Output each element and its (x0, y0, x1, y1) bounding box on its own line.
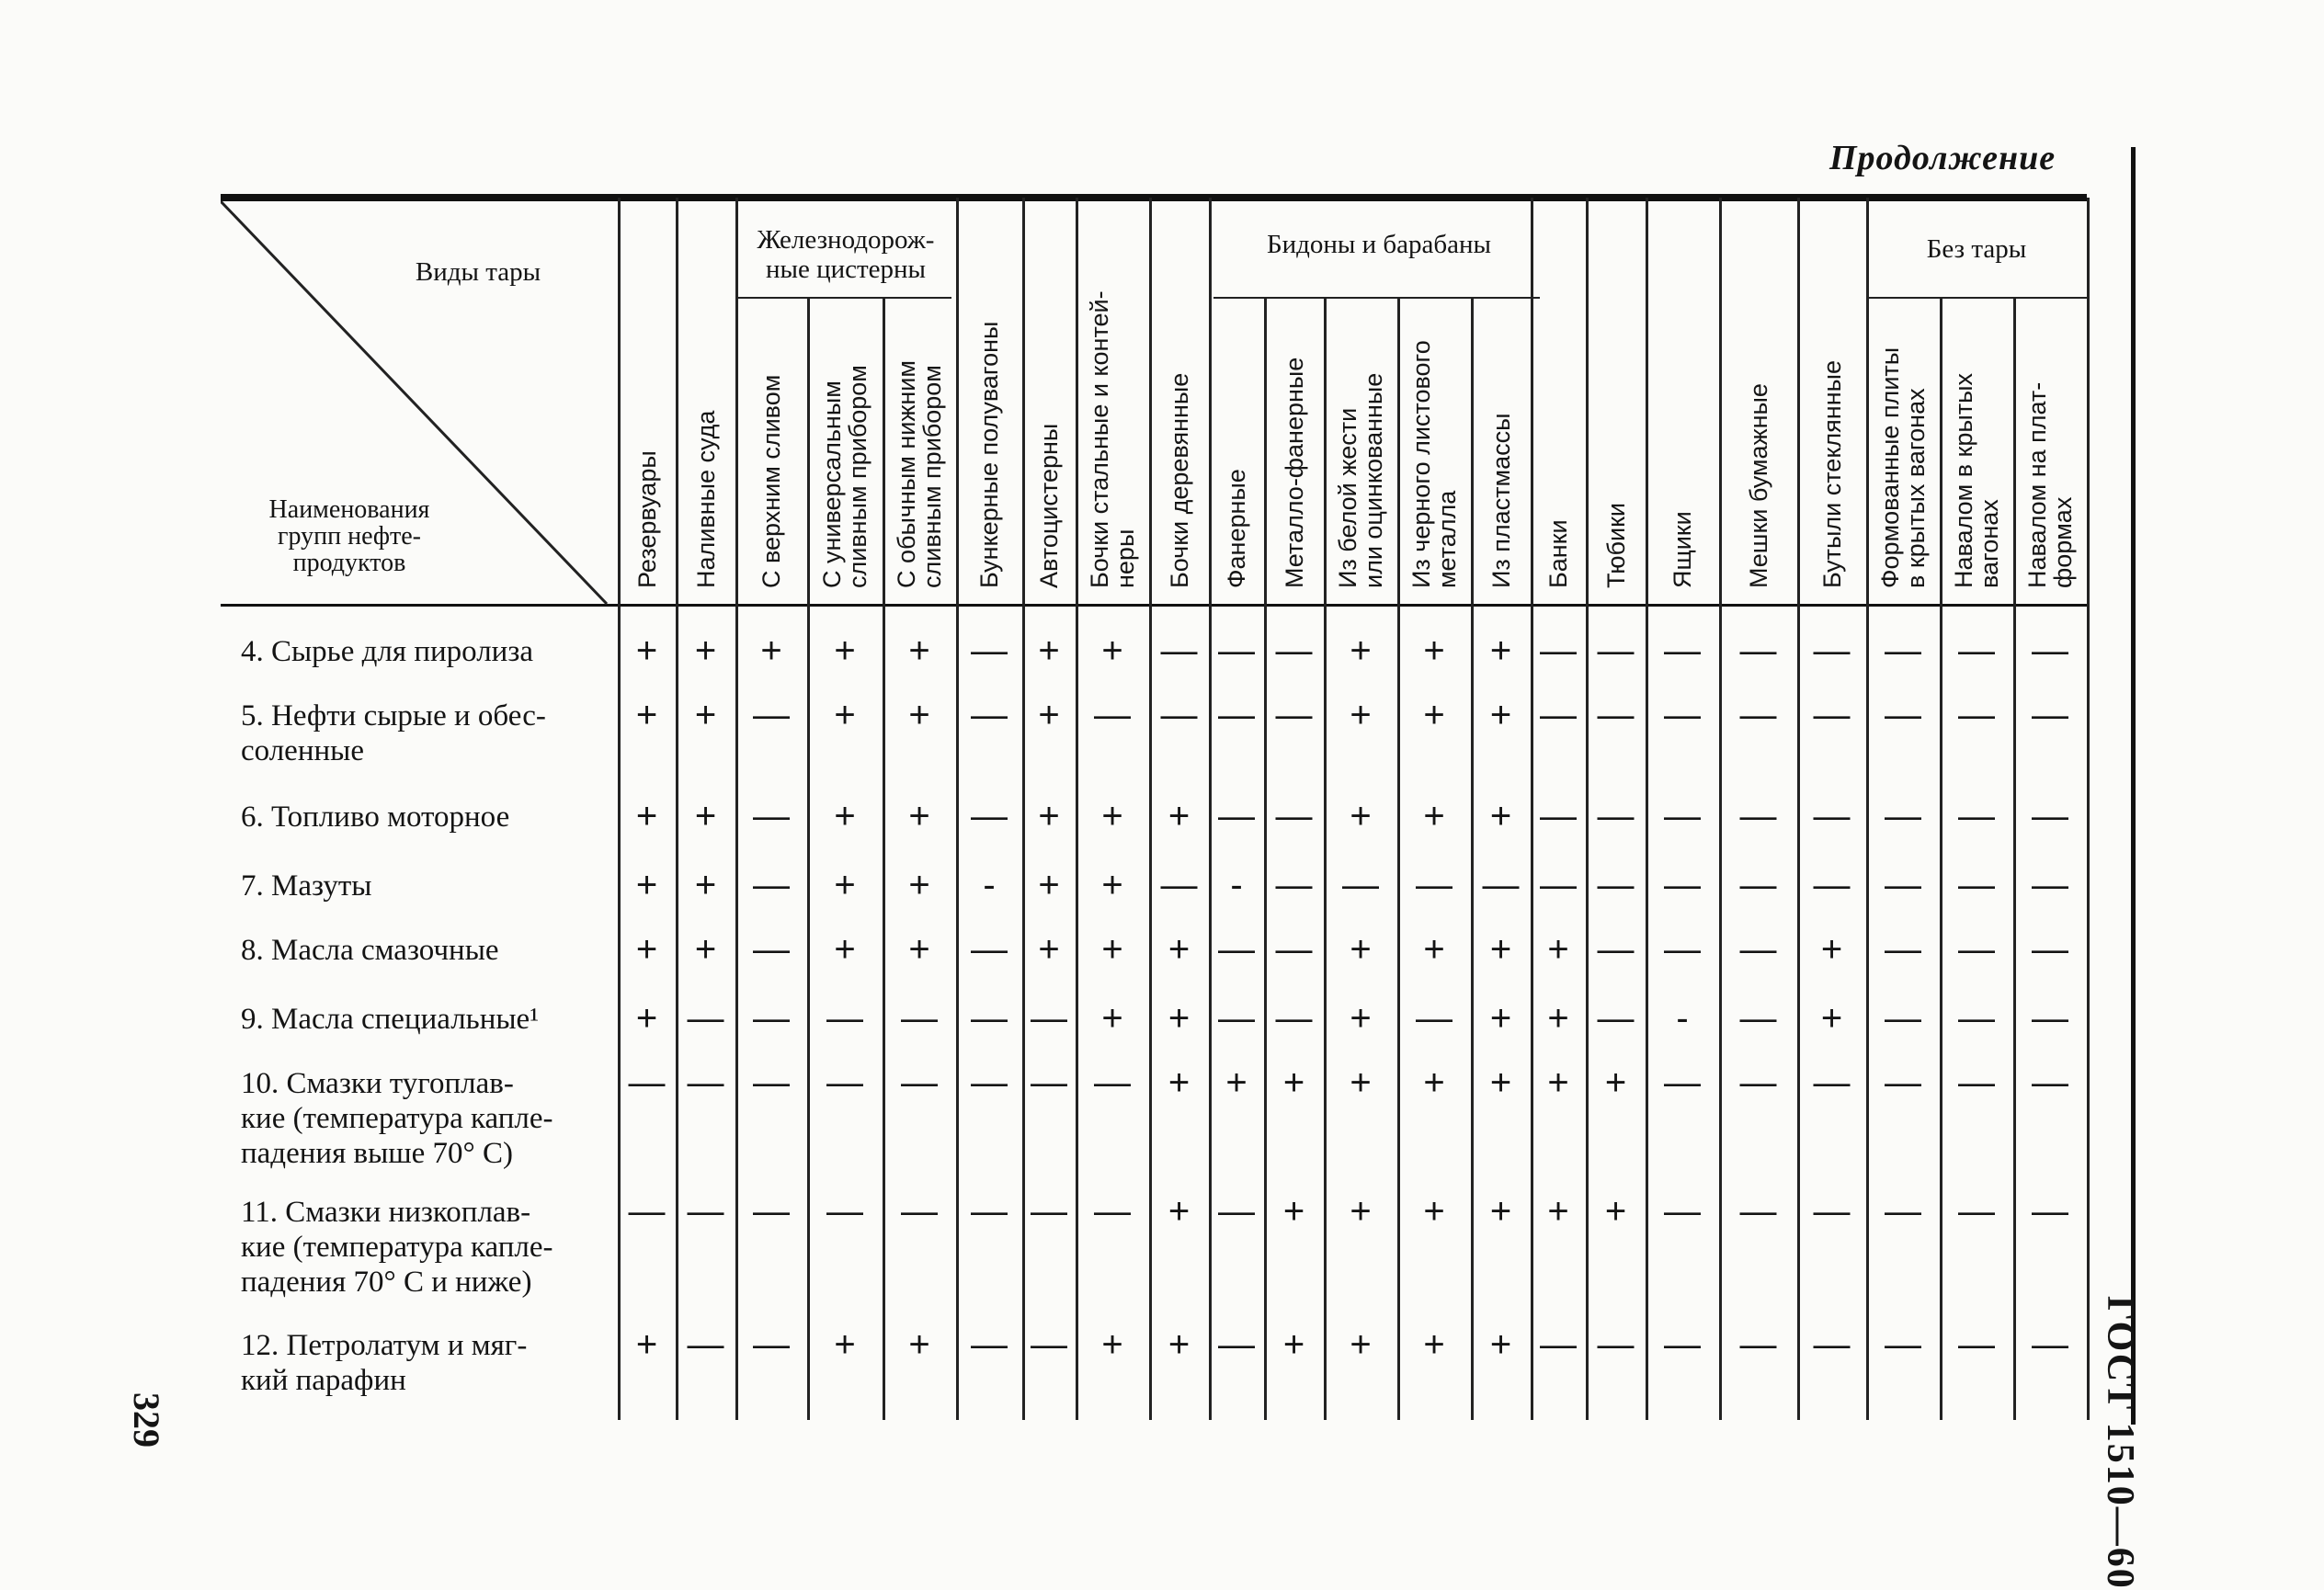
table-cell: — (2032, 630, 2068, 671)
table-cell: — (1597, 796, 1635, 836)
column-header: Формованные плиты в крытых вагонах (1876, 346, 1930, 588)
table-cell: — (1031, 1062, 1067, 1103)
table-cell: + (635, 929, 658, 970)
table-cell: — (1813, 1062, 1851, 1103)
table-cell: + (1604, 1191, 1627, 1232)
table-cell: — (1218, 929, 1255, 970)
table-cell: + (1168, 1324, 1190, 1365)
column-header: Навалом в крытых вагонах (1950, 372, 2003, 588)
column-divider (1397, 299, 1400, 1420)
table-cell: — (1739, 998, 1777, 1039)
table-cell: — (1342, 865, 1379, 905)
table-cell: — (687, 998, 724, 1039)
table-cell: + (1423, 695, 1445, 735)
table-cell: — (971, 796, 1008, 836)
table-cell: — (1160, 630, 1198, 671)
table-cell: — (1275, 695, 1313, 735)
table-cell: + (1101, 796, 1123, 836)
table-cell: — (1885, 929, 1921, 970)
table-cell: + (1168, 1191, 1190, 1232)
table-cell: — (1664, 1062, 1701, 1103)
table-cell: — (971, 929, 1008, 970)
column-header: Наливные суда (691, 410, 720, 588)
table-cell: + (1350, 1324, 1372, 1365)
column-header: Резервуары (632, 450, 661, 588)
table-cell: + (1350, 630, 1372, 671)
table-cell: + (1547, 929, 1569, 970)
table-cell: + (1101, 1324, 1123, 1365)
table-cell: — (1813, 1191, 1851, 1232)
row-label: 4. Сырье для пиролиза (241, 635, 534, 668)
corner-bottom-label: Наименования групп нефте- продуктов (268, 495, 430, 577)
table-cell: — (971, 630, 1008, 671)
table-cell: — (1958, 998, 1995, 1039)
table-cell: — (971, 1062, 1008, 1103)
table-cell: — (1739, 630, 1777, 671)
table-cell: + (635, 998, 658, 1039)
table-cell: — (753, 1324, 790, 1365)
column-header: Автоцистерны (1035, 423, 1063, 588)
table-cell: — (1275, 998, 1313, 1039)
table-cell: — (1664, 929, 1701, 970)
table-cell: — (1885, 695, 1921, 735)
table-cell: — (1885, 865, 1921, 905)
table-cell: — (1482, 865, 1520, 905)
table-cell: + (908, 1324, 930, 1365)
table-cell: + (1168, 1062, 1190, 1103)
table-cell: — (1739, 865, 1777, 905)
table-cell: — (1597, 695, 1635, 735)
table-cell: + (1101, 630, 1123, 671)
column-header: Тюбики (1601, 503, 1630, 588)
table-cell: + (834, 630, 856, 671)
table-cell: — (1597, 865, 1635, 905)
table-cell: — (2032, 865, 2068, 905)
group-rail-tanks: Железнодорож- ные цистерны (757, 225, 935, 284)
table-cell: — (901, 1191, 938, 1232)
column-divider (807, 299, 810, 1420)
table-cell: + (635, 796, 658, 836)
table-cell: - (983, 865, 996, 905)
table-cell: — (1031, 1324, 1067, 1365)
table-cell: — (1739, 796, 1777, 836)
table-cell: — (1597, 929, 1635, 970)
column-header: Мешки бумажные (1744, 383, 1772, 588)
table-cell: — (1739, 1062, 1777, 1103)
table-cell: — (1885, 998, 1921, 1039)
table-cell: — (901, 1062, 938, 1103)
table-cell: — (687, 1324, 724, 1365)
column-header: С обычным нижним сливным прибором (893, 360, 946, 588)
right-margin-rule (2131, 147, 2136, 1425)
table-cell: + (1489, 1191, 1512, 1232)
row-label: 12. Петролатум и мяг- кий парафин (241, 1329, 528, 1397)
table-cell: — (1597, 1324, 1635, 1365)
table-cell: — (1094, 695, 1131, 735)
table-cell: — (1958, 630, 1995, 671)
table-cell: + (834, 929, 856, 970)
table-cell: + (1423, 1324, 1445, 1365)
table-cell: — (2032, 695, 2068, 735)
column-divider (1264, 299, 1267, 1420)
table-cell: — (753, 1062, 790, 1103)
column-header: Металло-фанерные (1280, 357, 1308, 588)
table-cell: + (1168, 929, 1190, 970)
table-cell: — (753, 1191, 790, 1232)
table-cell: + (694, 865, 717, 905)
table-cell: + (1547, 1191, 1569, 1232)
table-cell: — (628, 1062, 666, 1103)
table-cell: — (1958, 865, 1995, 905)
table-cell: — (2032, 929, 2068, 970)
column-header: Из черного листового металла (1407, 340, 1461, 588)
page-number: 329 (126, 1392, 167, 1448)
table-cell: + (1489, 695, 1512, 735)
table-cell: — (1218, 695, 1255, 735)
column-divider (1471, 299, 1474, 1420)
table-cell: — (687, 1191, 724, 1232)
table-cell: — (1275, 865, 1313, 905)
column-divider (1324, 299, 1327, 1420)
table-cell: + (694, 630, 717, 671)
table-cell: — (753, 998, 790, 1039)
table-cell: + (908, 865, 930, 905)
column-header: Фанерные (1223, 469, 1250, 588)
table-cell: + (635, 630, 658, 671)
table-cell: — (971, 998, 1008, 1039)
table-cell: + (908, 695, 930, 735)
table-cell: — (1813, 796, 1851, 836)
table-cell: — (1275, 796, 1313, 836)
table-cell: — (1664, 1324, 1701, 1365)
table-cell: — (753, 695, 790, 735)
table-cell: — (971, 1191, 1008, 1232)
table-cell: + (834, 1324, 856, 1365)
table-cell: — (1218, 630, 1255, 671)
table-cell: — (826, 1062, 863, 1103)
table-cell: — (1094, 1191, 1131, 1232)
column-divider (1940, 299, 1942, 1420)
table-cell: + (1423, 796, 1445, 836)
table-cell: — (1739, 695, 1777, 735)
row-label: 6. Топливо моторное (241, 801, 510, 834)
table-cell: — (971, 1324, 1008, 1365)
row-label: 11. Смазки низкоплав- кие (температура капле- падения 70° С и ниже) (241, 1196, 553, 1299)
table-cell: — (1813, 695, 1851, 735)
group-bidons-underline (1213, 297, 1540, 299)
table-cell: + (1101, 929, 1123, 970)
table-cell: + (1489, 1062, 1512, 1103)
table-cell: — (1540, 695, 1577, 735)
table-cell: — (753, 865, 790, 905)
column-divider (1866, 198, 1869, 1420)
table-cell: + (1820, 998, 1843, 1039)
table-cell: — (1597, 998, 1635, 1039)
table-cell: + (834, 865, 856, 905)
table-cell: + (908, 929, 930, 970)
table-cell: + (1038, 796, 1060, 836)
table-cell: — (1218, 1324, 1255, 1365)
table-cell: — (628, 1191, 666, 1232)
table-cell: — (1739, 1324, 1777, 1365)
table-cell: + (1225, 1062, 1247, 1103)
table-cell: — (826, 998, 863, 1039)
column-divider (2087, 198, 2090, 1420)
table-cell: + (694, 695, 717, 735)
table-cell: — (1958, 1191, 1995, 1232)
column-header: Навалом на плат- формах (2023, 381, 2077, 588)
table-cell: — (901, 998, 938, 1039)
table-cell: + (1489, 1324, 1512, 1365)
table-cell: — (1160, 695, 1198, 735)
table-cell: — (1958, 695, 1995, 735)
table-cell: + (1350, 695, 1372, 735)
table-cell: — (1664, 695, 1701, 735)
table-cell: + (1168, 796, 1190, 836)
table-cell: — (753, 796, 790, 836)
table-cell: + (1547, 998, 1569, 1039)
row-label: 10. Смазки тугоплав- кие (температура капле- падения выше 70° С) (241, 1067, 553, 1170)
group-no-container: Без тары (1926, 234, 2027, 264)
continuation-label: Продолжение (1829, 139, 2056, 177)
corner-top-label: Виды тары (415, 257, 541, 287)
table-cell: — (1958, 1324, 1995, 1365)
table-cell: — (971, 695, 1008, 735)
table-cell: + (908, 630, 930, 671)
table-cell: + (694, 796, 717, 836)
table-cell: + (834, 796, 856, 836)
column-header: С универсальным сливным прибором (818, 365, 872, 588)
row-label: 7. Мазуты (241, 869, 372, 903)
column-divider (883, 299, 885, 1420)
table-cell: — (1416, 865, 1452, 905)
table-cell: — (1540, 1324, 1577, 1365)
table-cell: — (1885, 796, 1921, 836)
table-cell: — (1218, 998, 1255, 1039)
table-cell: - (1230, 865, 1243, 905)
table-cell: — (1813, 630, 1851, 671)
table-cell: + (635, 695, 658, 735)
table-cell: + (1350, 929, 1372, 970)
table-cell: — (1416, 998, 1452, 1039)
column-divider (735, 198, 738, 1420)
table-cell: — (1218, 1191, 1255, 1232)
table-cell: — (1664, 796, 1701, 836)
table-cell: — (1275, 630, 1313, 671)
table-cell: + (1038, 865, 1060, 905)
table-cell: — (1958, 1062, 1995, 1103)
table-cell: — (1885, 1324, 1921, 1365)
column-divider (1719, 198, 1722, 1420)
column-divider (1646, 198, 1648, 1420)
table-cell: — (1739, 929, 1777, 970)
table-cell: + (834, 695, 856, 735)
table-cell: — (1885, 1062, 1921, 1103)
column-header: Бочки деревянные (1165, 372, 1193, 588)
table-cell: — (2032, 1191, 2068, 1232)
table-cell: — (1739, 1191, 1777, 1232)
table-cell: + (1423, 929, 1445, 970)
table-cell: + (1038, 929, 1060, 970)
column-header: Из пластмассы (1487, 413, 1515, 588)
table-cell: — (1664, 865, 1701, 905)
table-cell: — (687, 1062, 724, 1103)
table-cell: + (1350, 998, 1372, 1039)
table-cell: — (1885, 1191, 1921, 1232)
table-cell: + (1038, 630, 1060, 671)
standard-number: ГОСТ 1510—60 (2099, 1296, 2141, 1590)
table-cell: + (635, 865, 658, 905)
column-header: Банки (1544, 519, 1572, 588)
column-divider (1797, 198, 1800, 1420)
table-cell: + (1489, 796, 1512, 836)
table-cell: — (1813, 865, 1851, 905)
column-header: Бутыли стеклянные (1817, 359, 1846, 588)
table-cell: — (1160, 865, 1198, 905)
table-cell: — (1094, 1062, 1131, 1103)
table-cell: — (1813, 1324, 1851, 1365)
table-cell: + (1038, 695, 1060, 735)
table-cell: — (1597, 630, 1635, 671)
table-cell: + (760, 630, 782, 671)
table-cell: + (1168, 998, 1190, 1039)
table-top-rule (221, 194, 2087, 201)
table-cell: + (1350, 796, 1372, 836)
table-cell: + (908, 796, 930, 836)
table-cell: — (1664, 1191, 1701, 1232)
column-header: Бочки стальные и контей- неры (1086, 290, 1139, 588)
table-cell: + (1820, 929, 1843, 970)
table-cell: + (694, 929, 717, 970)
column-header: Из белой жести или оцинкованные (1334, 372, 1387, 588)
table-cell: — (2032, 1324, 2068, 1365)
group-bidons: Бидоны и барабаны (1266, 230, 1492, 259)
table-cell: — (1540, 630, 1577, 671)
row-label: 9. Масла специальные¹ (241, 1003, 540, 1036)
table-cell: — (1031, 998, 1067, 1039)
table-cell: — (2032, 998, 2068, 1039)
column-header: Ящики (1669, 511, 1696, 588)
table-cell: + (1101, 865, 1123, 905)
table-cell: — (826, 1191, 863, 1232)
table-cell: — (2032, 796, 2068, 836)
column-divider (956, 198, 959, 1420)
column-header: С верхним сливом (758, 374, 785, 588)
table-cell: + (1101, 998, 1123, 1039)
table-cell: — (1664, 630, 1701, 671)
table-cell: + (635, 1324, 658, 1365)
table-cell: — (2032, 1062, 2068, 1103)
table-cell: + (1604, 1062, 1627, 1103)
table-cell: — (1540, 796, 1577, 836)
table-cell: + (1489, 998, 1512, 1039)
column-header: Бункерные полувагоны (975, 321, 1003, 588)
table-cell: + (1547, 1062, 1569, 1103)
table-cell: + (1423, 1191, 1445, 1232)
table-cell: — (1958, 929, 1995, 970)
table-cell: — (753, 929, 790, 970)
row-label: 8. Масла смазочные (241, 934, 499, 967)
table-cell: — (1275, 929, 1313, 970)
table-cell: + (1489, 630, 1512, 671)
table-cell: + (1282, 1191, 1305, 1232)
table-cell: — (1218, 796, 1255, 836)
row-label: 5. Нефти сырые и обес- соленные (241, 699, 546, 767)
table-cell: + (1350, 1191, 1372, 1232)
table-cell: + (1423, 1062, 1445, 1103)
column-divider (2013, 299, 2016, 1420)
table-cell: - (1676, 998, 1689, 1039)
table-cell: + (1489, 929, 1512, 970)
table-cell: — (1031, 1191, 1067, 1232)
table-cell: — (1540, 865, 1577, 905)
table-cell: + (1423, 630, 1445, 671)
table-cell: + (1282, 1324, 1305, 1365)
table-cell: + (1282, 1062, 1305, 1103)
table-cell: — (1885, 630, 1921, 671)
table-cell: + (1350, 1062, 1372, 1103)
table-cell: — (1958, 796, 1995, 836)
